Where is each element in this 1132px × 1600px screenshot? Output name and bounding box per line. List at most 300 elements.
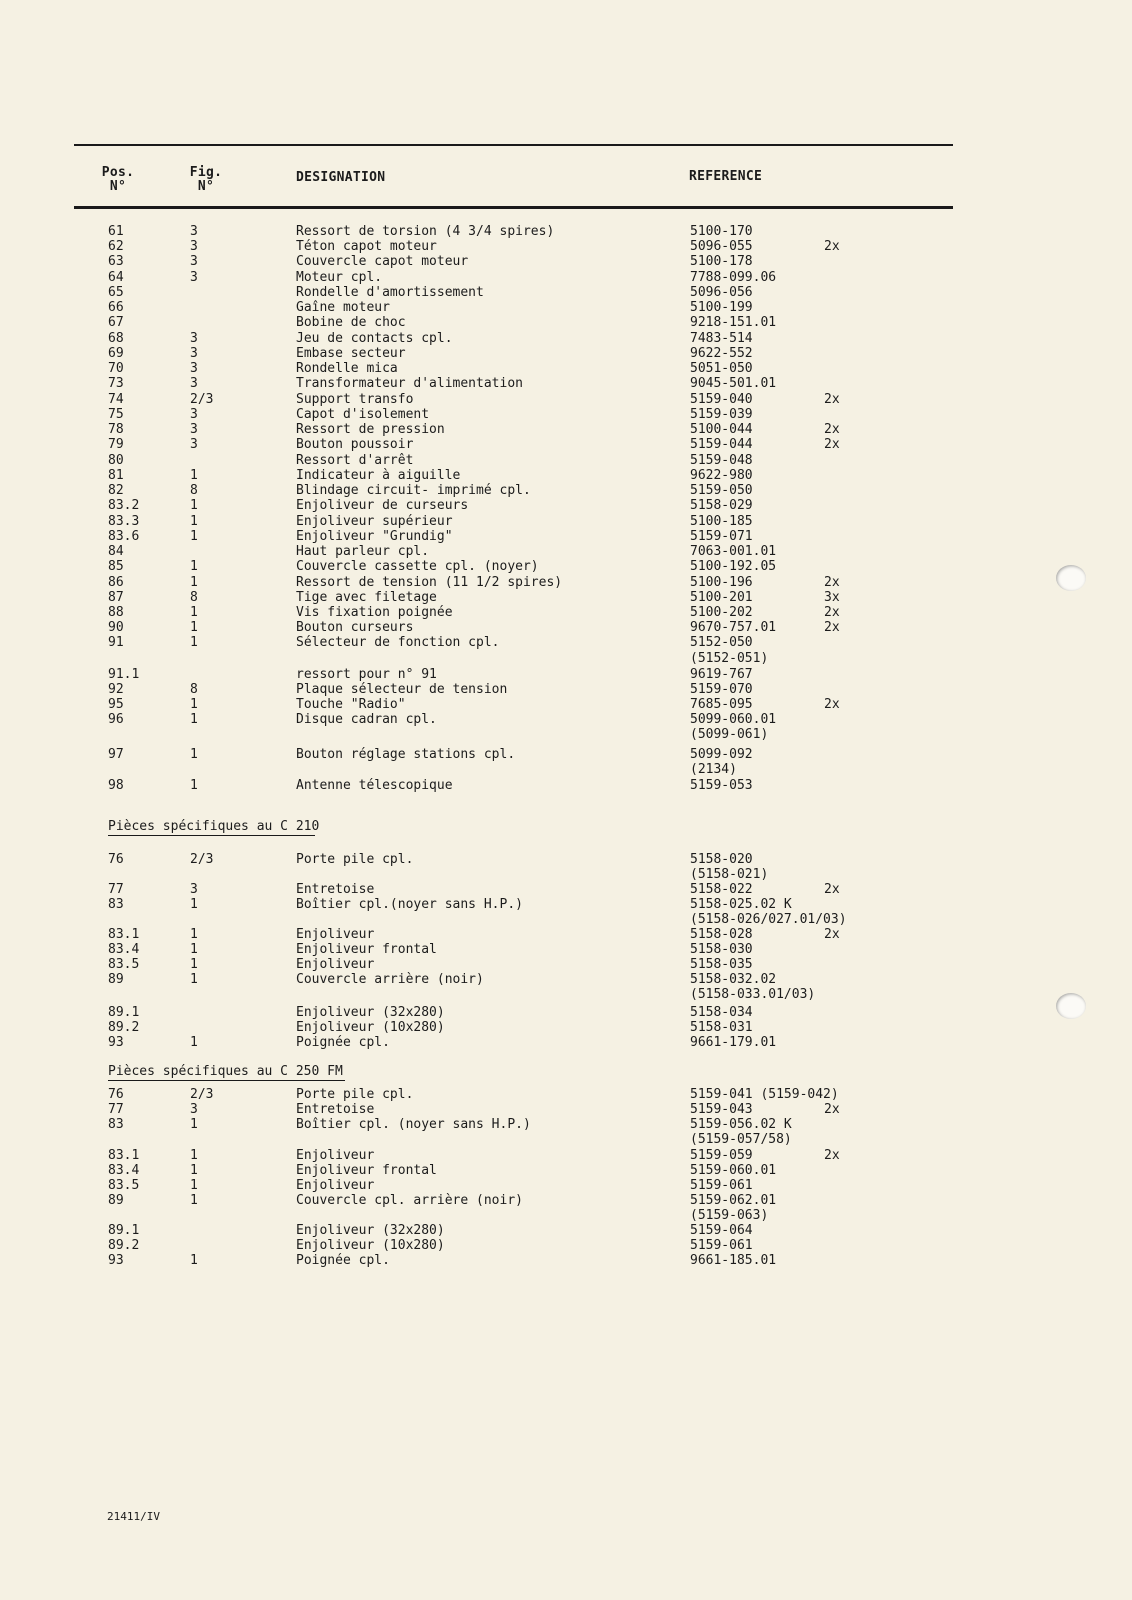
reference-cell: 5051-050 — [690, 361, 753, 377]
fig-cell: 8 — [190, 483, 198, 499]
pos-cell: 81 — [108, 467, 124, 483]
designation-cell: Touche "Radio" — [296, 697, 406, 712]
table-row — [0, 1208, 1132, 1223]
header-designation: DESIGNATION — [296, 170, 386, 185]
designation-cell: Ressort d'arrêt — [296, 452, 414, 468]
fig-cell: 2/3 — [190, 391, 214, 407]
pos-cell: 76 — [108, 852, 124, 867]
reference-cell: 7063-001.01 — [690, 544, 777, 560]
designation-cell: Porte pile cpl. — [296, 852, 414, 867]
quantity-cell: 2x — [824, 620, 840, 636]
header-fig-line1: Fig. — [189, 165, 223, 180]
table-row — [0, 972, 1132, 987]
table-row — [0, 468, 1132, 483]
reference-cell: 5100-178 — [690, 254, 753, 270]
pos-cell: 93 — [108, 1253, 124, 1268]
quantity-cell: 2x — [824, 882, 840, 897]
fig-cell: 1 — [190, 498, 198, 514]
designation-cell: Enjoliveur — [296, 1148, 375, 1163]
reference-cell: 9670-757.01 — [690, 620, 777, 636]
table-row — [0, 897, 1132, 912]
reference-cell: 5100-170 — [690, 224, 753, 239]
pos-cell: 64 — [108, 269, 124, 285]
designation-cell: Jeu de contacts cpl. — [296, 330, 453, 346]
pos-cell: 69 — [108, 345, 124, 361]
fig-cell: 1 — [190, 697, 198, 712]
table-row — [0, 1238, 1132, 1253]
table-row — [0, 1102, 1132, 1117]
reference-cell: (5159-057/58) — [690, 1132, 792, 1147]
table-row — [0, 1253, 1132, 1268]
reference-cell: (5159-063) — [690, 1208, 769, 1223]
pos-cell: 83.3 — [108, 513, 140, 529]
pos-cell: 85 — [108, 559, 124, 575]
designation-cell: Embase secteur — [296, 345, 406, 361]
reference-cell: 9619-767 — [690, 667, 753, 682]
designation-cell: Enjoliveur supérieur — [296, 513, 453, 529]
table-row — [0, 1193, 1132, 1208]
reference-cell: 5158-031 — [690, 1020, 753, 1035]
pos-cell: 70 — [108, 361, 124, 377]
fig-cell: 8 — [190, 682, 198, 697]
pos-cell: 75 — [108, 406, 124, 422]
fig-cell: 3 — [190, 254, 198, 270]
section-title-c250fm — [108, 1064, 343, 1079]
table-row — [0, 575, 1132, 590]
fig-cell: 2/3 — [190, 852, 214, 867]
pos-cell: 83.1 — [108, 927, 140, 942]
header-pos — [100, 166, 136, 194]
fig-cell: 3 — [190, 882, 198, 897]
reference-cell: 5100-201 — [690, 589, 753, 605]
table-row — [0, 1087, 1132, 1102]
reference-cell: 5159-064 — [690, 1223, 753, 1238]
pos-cell: 61 — [108, 224, 124, 239]
designation-cell: Gaîne moteur — [296, 300, 390, 316]
designation-cell: Support transfo — [296, 391, 414, 407]
table-top-rule — [74, 144, 953, 146]
fig-cell: 1 — [190, 559, 198, 575]
table-row — [0, 927, 1132, 942]
header-pos-line1: Pos. — [101, 165, 135, 180]
fig-cell: 1 — [190, 1253, 198, 1268]
table-row — [0, 882, 1132, 897]
header-pos-line2: N° — [109, 179, 127, 194]
reference-cell: 5159-040 — [690, 391, 753, 407]
pos-cell: 89 — [108, 972, 124, 987]
pos-cell: 83.4 — [108, 942, 140, 957]
fig-cell: 1 — [190, 747, 198, 762]
table-row — [0, 697, 1132, 712]
designation-cell: Couvercle cassette cpl. (noyer) — [296, 559, 539, 575]
reference-cell: 7788-099.06 — [690, 269, 777, 285]
reference-cell: 5100-044 — [690, 422, 753, 438]
pos-cell: 93 — [108, 1035, 124, 1050]
reference-cell: 5096-055 — [690, 239, 753, 255]
section-underline — [108, 1080, 345, 1081]
pos-cell: 82 — [108, 483, 124, 499]
pos-cell: 68 — [108, 330, 124, 346]
designation-cell: Bouton poussoir — [296, 437, 414, 453]
table-row — [0, 605, 1132, 620]
pos-cell: 88 — [108, 605, 124, 620]
table-row — [0, 483, 1132, 498]
pos-cell: 92 — [108, 682, 124, 697]
table-row — [0, 1132, 1132, 1147]
pos-cell: 77 — [108, 1102, 124, 1117]
reference-cell: 5158-030 — [690, 942, 753, 957]
fig-cell: 3 — [190, 406, 198, 422]
table-row — [0, 407, 1132, 422]
reference-cell: 5100-192.05 — [690, 559, 777, 575]
designation-cell: Vis fixation poignée — [296, 605, 453, 620]
reference-cell: 5159-043 — [690, 1102, 753, 1117]
reference-cell: 5100-199 — [690, 300, 753, 316]
fig-cell: 1 — [190, 972, 198, 987]
designation-cell: Antenne télescopique — [296, 778, 453, 793]
reference-cell: 5099-060.01 — [690, 712, 777, 727]
table-row — [0, 747, 1132, 762]
designation-cell: Téton capot moteur — [296, 239, 437, 255]
fig-cell: 1 — [190, 574, 198, 590]
reference-cell: (2134) — [690, 762, 737, 777]
quantity-cell: 2x — [824, 1102, 840, 1117]
designation-cell: Couvercle cpl. arrière (noir) — [296, 1193, 523, 1208]
reference-cell: 7685-095 — [690, 697, 753, 712]
table-row — [0, 1020, 1132, 1035]
reference-cell: 9661-179.01 — [690, 1035, 777, 1050]
pos-cell: 89.2 — [108, 1020, 140, 1035]
designation-cell: Enjoliveur — [296, 927, 375, 942]
table-row — [0, 912, 1132, 927]
fig-cell: 1 — [190, 1148, 198, 1163]
designation-cell: Enjoliveur frontal — [296, 1163, 437, 1178]
table-row — [0, 590, 1132, 605]
designation-cell: Enjoliveur (32x280) — [296, 1223, 445, 1238]
table-row — [0, 1148, 1132, 1163]
fig-cell: 1 — [190, 1117, 198, 1132]
table-row — [0, 239, 1132, 254]
designation-cell: Moteur cpl. — [296, 269, 383, 285]
reference-cell: 5159-071 — [690, 528, 753, 544]
designation-cell: Rondelle mica — [296, 361, 398, 377]
reference-cell: 5159-059 — [690, 1148, 753, 1163]
table-row — [0, 682, 1132, 697]
quantity-cell: 2x — [824, 239, 840, 255]
header-reference: REFERENCE — [689, 169, 763, 184]
table-row — [0, 1163, 1132, 1178]
designation-cell: Sélecteur de fonction cpl. — [296, 635, 500, 651]
fig-cell: 3 — [190, 269, 198, 285]
fig-cell: 3 — [190, 1102, 198, 1117]
table-row — [0, 346, 1132, 361]
designation-cell: Enjoliveur frontal — [296, 942, 437, 957]
quantity-cell: 2x — [824, 605, 840, 620]
fig-cell: 2/3 — [190, 1087, 214, 1102]
pos-cell: 79 — [108, 437, 124, 453]
fig-cell: 1 — [190, 467, 198, 483]
pos-cell: 91.1 — [108, 667, 140, 682]
reference-cell: 9218-151.01 — [690, 315, 777, 331]
pos-cell: 89.2 — [108, 1238, 140, 1253]
section-underline — [108, 835, 315, 836]
reference-cell: 5158-034 — [690, 1005, 753, 1020]
designation-cell: Couvercle capot moteur — [296, 254, 469, 270]
header-fig-line2: N° — [197, 179, 215, 194]
reference-cell: 9661-185.01 — [690, 1253, 777, 1268]
table-row — [0, 559, 1132, 574]
designation-cell: Disque cadran cpl. — [296, 712, 437, 727]
designation-cell: Bouton réglage stations cpl. — [296, 747, 516, 762]
pos-cell: 90 — [108, 620, 124, 636]
section-title-c250fm-text: Pièces spécifiques au C 250 FM — [108, 1064, 343, 1079]
reference-cell: 5159-044 — [690, 437, 753, 453]
fig-cell: 1 — [190, 605, 198, 620]
table-row — [0, 987, 1132, 1002]
fig-cell: 3 — [190, 422, 198, 438]
reference-cell: 5100-185 — [690, 513, 753, 529]
reference-cell: (5099-061) — [690, 727, 769, 742]
table-row — [0, 331, 1132, 346]
reference-cell: 9622-980 — [690, 467, 753, 483]
pos-cell: 89.1 — [108, 1005, 140, 1020]
table-header-rule — [74, 206, 953, 209]
fig-cell: 1 — [190, 778, 198, 793]
pos-cell: 86 — [108, 574, 124, 590]
table-row — [0, 1223, 1132, 1238]
designation-cell: Haut parleur cpl. — [296, 544, 430, 560]
designation-cell: Ressort de torsion (4 3/4 spires) — [296, 224, 555, 239]
designation-cell: Plaque sélecteur de tension — [296, 682, 508, 697]
quantity-cell: 2x — [824, 574, 840, 590]
quantity-cell: 2x — [824, 437, 840, 453]
fig-cell: 8 — [190, 589, 198, 605]
pos-cell: 83 — [108, 897, 124, 912]
table-row — [0, 254, 1132, 269]
fig-cell: 1 — [190, 1178, 198, 1193]
fig-cell: 3 — [190, 376, 198, 392]
designation-cell: Blindage circuit- imprimé cpl. — [296, 483, 531, 499]
designation-cell: Indicateur à aiguille — [296, 467, 461, 483]
table-row — [0, 514, 1132, 529]
pos-cell: 62 — [108, 239, 124, 255]
section-title-c210 — [108, 819, 319, 834]
reference-cell: 5158-035 — [690, 957, 753, 972]
table-row — [0, 778, 1132, 793]
quantity-cell: 2x — [824, 697, 840, 712]
table-row — [0, 1035, 1132, 1050]
fig-cell: 1 — [190, 927, 198, 942]
table-row — [0, 957, 1132, 972]
quantity-cell: 3x — [824, 589, 840, 605]
fig-cell: 1 — [190, 897, 198, 912]
table-row — [0, 361, 1132, 376]
fig-cell: 3 — [190, 345, 198, 361]
table-row — [0, 667, 1132, 682]
pos-cell: 87 — [108, 589, 124, 605]
pos-cell: 78 — [108, 422, 124, 438]
pos-cell: 95 — [108, 697, 124, 712]
designation-cell: Enjoliveur de curseurs — [296, 498, 469, 514]
fig-cell: 3 — [190, 224, 198, 239]
pos-cell: 83.5 — [108, 957, 140, 972]
designation-cell: Enjoliveur "Grundig" — [296, 528, 453, 544]
designation-cell: Poignée cpl. — [296, 1253, 390, 1268]
table-row — [0, 285, 1132, 300]
table-row — [0, 620, 1132, 635]
fig-cell: 3 — [190, 437, 198, 453]
reference-cell: 5159-061 — [690, 1238, 753, 1253]
designation-cell: Entretoise — [296, 882, 375, 897]
designation-cell: Enjoliveur (32x280) — [296, 1005, 445, 1020]
reference-cell: 5159-048 — [690, 452, 753, 468]
pos-cell: 83.6 — [108, 528, 140, 544]
reference-cell: 5158-020 — [690, 852, 753, 867]
fig-cell: 1 — [190, 528, 198, 544]
fig-cell: 1 — [190, 1035, 198, 1050]
fig-cell: 1 — [190, 1193, 198, 1208]
table-row — [0, 453, 1132, 468]
table-row — [0, 437, 1132, 452]
quantity-cell: 2x — [824, 1148, 840, 1163]
reference-cell: (5158-021) — [690, 867, 769, 882]
reference-cell: (5152-051) — [690, 650, 769, 666]
pos-cell: 98 — [108, 778, 124, 793]
table-row — [0, 544, 1132, 559]
fig-cell: 3 — [190, 239, 198, 255]
reference-cell: 5159-070 — [690, 682, 753, 697]
designation-cell: Bouton curseurs — [296, 620, 414, 636]
pos-cell: 65 — [108, 284, 124, 300]
reference-cell: 9045-501.01 — [690, 376, 777, 392]
document-number: 21411/IV — [107, 1510, 160, 1523]
table-row — [0, 376, 1132, 391]
pos-cell: 80 — [108, 452, 124, 468]
fig-cell: 3 — [190, 330, 198, 346]
table-row — [0, 635, 1132, 650]
pos-cell: 74 — [108, 391, 124, 407]
pos-cell: 83.5 — [108, 1178, 140, 1193]
designation-cell: ressort pour n° 91 — [296, 667, 437, 682]
pos-cell: 83.1 — [108, 1148, 140, 1163]
table-row — [0, 942, 1132, 957]
reference-cell: 5100-196 — [690, 574, 753, 590]
pos-cell: 89.1 — [108, 1223, 140, 1238]
reference-cell: 5159-061 — [690, 1178, 753, 1193]
pos-cell: 63 — [108, 254, 124, 270]
table-row — [0, 392, 1132, 407]
reference-cell: 5159-039 — [690, 406, 753, 422]
designation-cell: Enjoliveur (10x280) — [296, 1238, 445, 1253]
designation-cell: Enjoliveur — [296, 957, 375, 972]
reference-cell: 5159-053 — [690, 778, 753, 793]
table-row — [0, 1178, 1132, 1193]
table-row — [0, 1117, 1132, 1132]
pos-cell: 91 — [108, 635, 124, 651]
reference-cell: 5152-050 — [690, 635, 753, 651]
fig-cell: 1 — [190, 1163, 198, 1178]
table-row — [0, 1005, 1132, 1020]
fig-cell: 1 — [190, 942, 198, 957]
reference-cell: 5158-025.02 K — [690, 897, 792, 912]
reference-cell: (5158-033.01/03) — [690, 987, 816, 1002]
table-row — [0, 300, 1132, 315]
reference-cell: 5100-202 — [690, 605, 753, 620]
designation-cell: Capot d'isolement — [296, 406, 430, 422]
table-row — [0, 867, 1132, 882]
table-row — [0, 727, 1132, 742]
table-row — [0, 852, 1132, 867]
table-row — [0, 529, 1132, 544]
designation-cell: Tige avec filetage — [296, 589, 437, 605]
pos-cell: 67 — [108, 315, 124, 331]
reference-cell: 5158-022 — [690, 882, 753, 897]
reference-cell: 5158-029 — [690, 498, 753, 514]
reference-cell: 5158-028 — [690, 927, 753, 942]
fig-cell: 1 — [190, 620, 198, 636]
pos-cell: 83.4 — [108, 1163, 140, 1178]
table-row — [0, 224, 1132, 239]
designation-cell: Ressort de pression — [296, 422, 445, 438]
reference-cell: 9622-552 — [690, 345, 753, 361]
reference-cell: 5159-056.02 K — [690, 1117, 792, 1132]
pos-cell: 77 — [108, 882, 124, 897]
fig-cell: 1 — [190, 513, 198, 529]
table-row — [0, 762, 1132, 777]
section-title-c210-text: Pièces spécifiques au C 210 — [108, 819, 320, 834]
pos-cell: 83.2 — [108, 498, 140, 514]
reference-cell: 5159-062.01 — [690, 1193, 777, 1208]
pos-cell: 97 — [108, 747, 124, 762]
pos-cell: 66 — [108, 300, 124, 316]
quantity-cell: 2x — [824, 422, 840, 438]
fig-cell: 1 — [190, 712, 198, 727]
table-row — [0, 651, 1132, 666]
table-row — [0, 498, 1132, 513]
pos-cell: 89 — [108, 1193, 124, 1208]
designation-cell: Boîtier cpl. (noyer sans H.P.) — [296, 1117, 531, 1132]
designation-cell: Enjoliveur — [296, 1178, 375, 1193]
reference-cell: 5159-050 — [690, 483, 753, 499]
quantity-cell: 2x — [824, 927, 840, 942]
designation-cell: Transformateur d'alimentation — [296, 376, 523, 392]
table-row — [0, 712, 1132, 727]
designation-cell: Boîtier cpl.(noyer sans H.P.) — [296, 897, 523, 912]
designation-cell: Ressort de tension (11 1/2 spires) — [296, 574, 563, 590]
quantity-cell: 2x — [824, 391, 840, 407]
table-row — [0, 422, 1132, 437]
designation-cell: Poignée cpl. — [296, 1035, 390, 1050]
header-fig — [189, 166, 223, 194]
reference-cell: 5159-060.01 — [690, 1163, 777, 1178]
table-row — [0, 270, 1132, 285]
pos-cell: 83 — [108, 1117, 124, 1132]
designation-cell: Entretoise — [296, 1102, 375, 1117]
reference-cell: 5096-056 — [690, 284, 753, 300]
pos-cell: 84 — [108, 544, 124, 560]
pos-cell: 76 — [108, 1087, 124, 1102]
reference-cell: 5159-041 (5159-042) — [690, 1087, 839, 1102]
designation-cell: Rondelle d'amortissement — [296, 284, 484, 300]
table-row — [0, 315, 1132, 330]
fig-cell: 1 — [190, 957, 198, 972]
pos-cell: 73 — [108, 376, 124, 392]
designation-cell: Enjoliveur (10x280) — [296, 1020, 445, 1035]
fig-cell: 1 — [190, 635, 198, 651]
fig-cell: 3 — [190, 361, 198, 377]
designation-cell: Bobine de choc — [296, 315, 406, 331]
reference-cell: (5158-026/027.01/03) — [690, 912, 847, 927]
